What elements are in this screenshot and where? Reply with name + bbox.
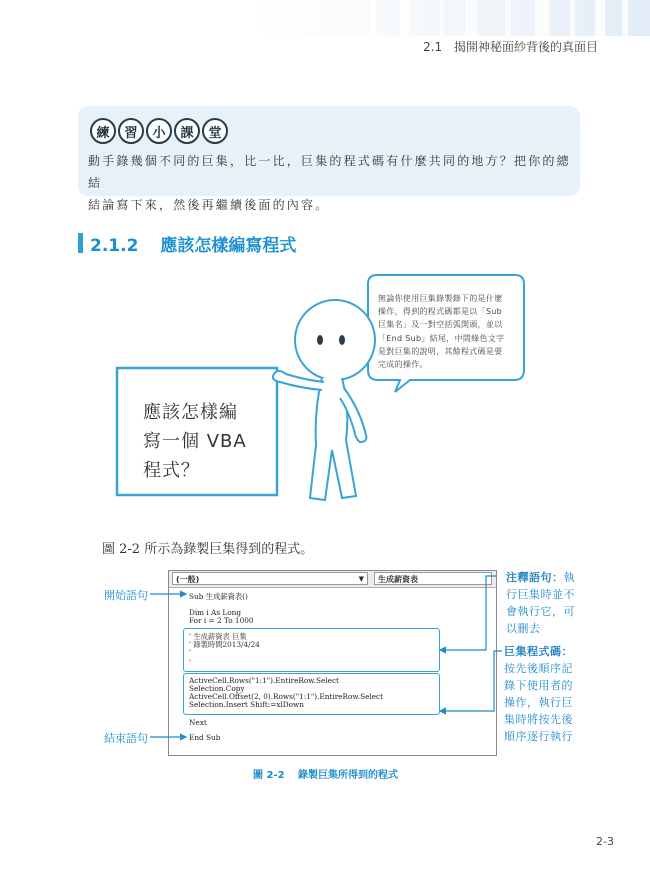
code-line: Selection.Copy	[189, 684, 245, 693]
code-line-sub: Sub 生成薪資表()	[189, 592, 248, 601]
comment-note	[506, 569, 596, 637]
speech-bubble-text	[378, 292, 513, 371]
bubble-line: 「End Sub」結尾，中間綠色文字	[378, 333, 505, 343]
code-comment: '	[189, 658, 192, 667]
board-line: 應該怎樣編	[143, 402, 238, 423]
board-text	[143, 398, 273, 485]
practice-badge	[90, 118, 228, 144]
code-note-title: 巨集程式碼：	[504, 645, 573, 658]
bubble-line: 無論你使用巨集錄製錄下的是什麼	[378, 294, 503, 303]
section-title: 應該怎樣編寫程式	[160, 236, 297, 256]
board-line: 寫一個 VBA	[143, 431, 247, 452]
bubble-line: 完成的操作。	[378, 360, 428, 370]
code-line: For i = 2 To 1000	[189, 616, 254, 625]
figure-eye	[339, 335, 345, 345]
header-section-title: 揭開神秘面紗背後的真面目	[453, 40, 598, 54]
practice-line: 結論寫下來，然後再繼續後面的內容。	[88, 198, 330, 212]
code-note-line: 順序逐行執行	[504, 730, 573, 743]
figure-number: 圖 2-2	[253, 770, 285, 781]
start-statement-label: 開始語句	[104, 589, 148, 602]
page-number: 2-3	[596, 835, 614, 848]
comment-arrow	[440, 576, 496, 650]
section-number: 2.1.2	[90, 236, 139, 256]
code-arrow	[440, 651, 502, 711]
practice-line: 動手錄幾個不同的巨集，比一比，巨集的程式碼有什麼共同的地方？把你的總結	[88, 154, 571, 190]
figure-intro-text: 圖 2-2 所示為錄製巨集得到的程式。	[102, 542, 314, 557]
code-note-line: 按先後順序記	[504, 662, 573, 675]
badge-char: 堂	[202, 118, 228, 144]
bubble-line: 巨集名」及一對空括弧開頭，並以	[378, 320, 503, 330]
practice-box	[78, 106, 580, 212]
end-statement-label: 結束語句	[104, 732, 148, 745]
badge-char: 小	[146, 118, 172, 144]
comment-note-line: 以刪去	[506, 622, 541, 635]
code-comment: ' 生成薪資表 巨集	[189, 632, 247, 641]
procedure-dropdown-value: 生成薪資表	[378, 575, 418, 584]
code-note-line: 操作，執行巨	[504, 696, 573, 709]
code-note-line: 錄下使用者的	[504, 679, 573, 692]
badge-char: 練	[90, 118, 116, 144]
code-line: Selection.Insert Shift:=xlDown	[189, 700, 304, 709]
code-line: Next	[189, 718, 207, 727]
figure-head	[295, 300, 375, 380]
code-comment: '	[189, 648, 192, 657]
object-dropdown-value: (一般)	[176, 575, 200, 584]
code-line: ActiveCell.Offset(2, 0).Rows("1:1").EntireRow.Select	[189, 692, 384, 701]
figure-caption	[253, 766, 398, 781]
code-comment: ' 錄製時間2013/4/24	[189, 640, 260, 649]
comment-note-line: 會執行它，可	[506, 605, 575, 618]
comment-note-title: 注釋語句：	[506, 571, 564, 584]
chevron-down-icon: ▼	[358, 575, 364, 583]
code-line: ActiveCell.Rows("1:1").EntireRow.Select	[189, 676, 339, 685]
figure-caption-text: 錄製巨集所得到的程式	[298, 770, 399, 781]
badge-char: 課	[174, 118, 200, 144]
comment-note-line: 行巨集時並不	[506, 588, 575, 601]
running-header	[423, 38, 598, 55]
badge-char: 習	[118, 118, 144, 144]
section-accent-bar	[78, 233, 83, 253]
practice-text	[88, 150, 574, 216]
code-line-end: End Sub	[189, 733, 221, 742]
header-section-number: 2.1	[423, 40, 443, 54]
board-line: 程式？	[143, 460, 200, 481]
code-note	[504, 643, 594, 745]
bubble-line: 是對巨集的說明，其餘程式碼是要	[378, 346, 503, 356]
code-line: Dim i As Long	[189, 608, 242, 617]
section-heading	[90, 231, 296, 256]
figure-eye	[317, 335, 323, 345]
bubble-line: 操作，得到的程式碼都是以「Sub	[378, 307, 503, 317]
comment-note-line: 執	[563, 571, 575, 584]
header-decoration	[250, 0, 650, 36]
code-note-line: 集時將按先後	[504, 713, 573, 726]
